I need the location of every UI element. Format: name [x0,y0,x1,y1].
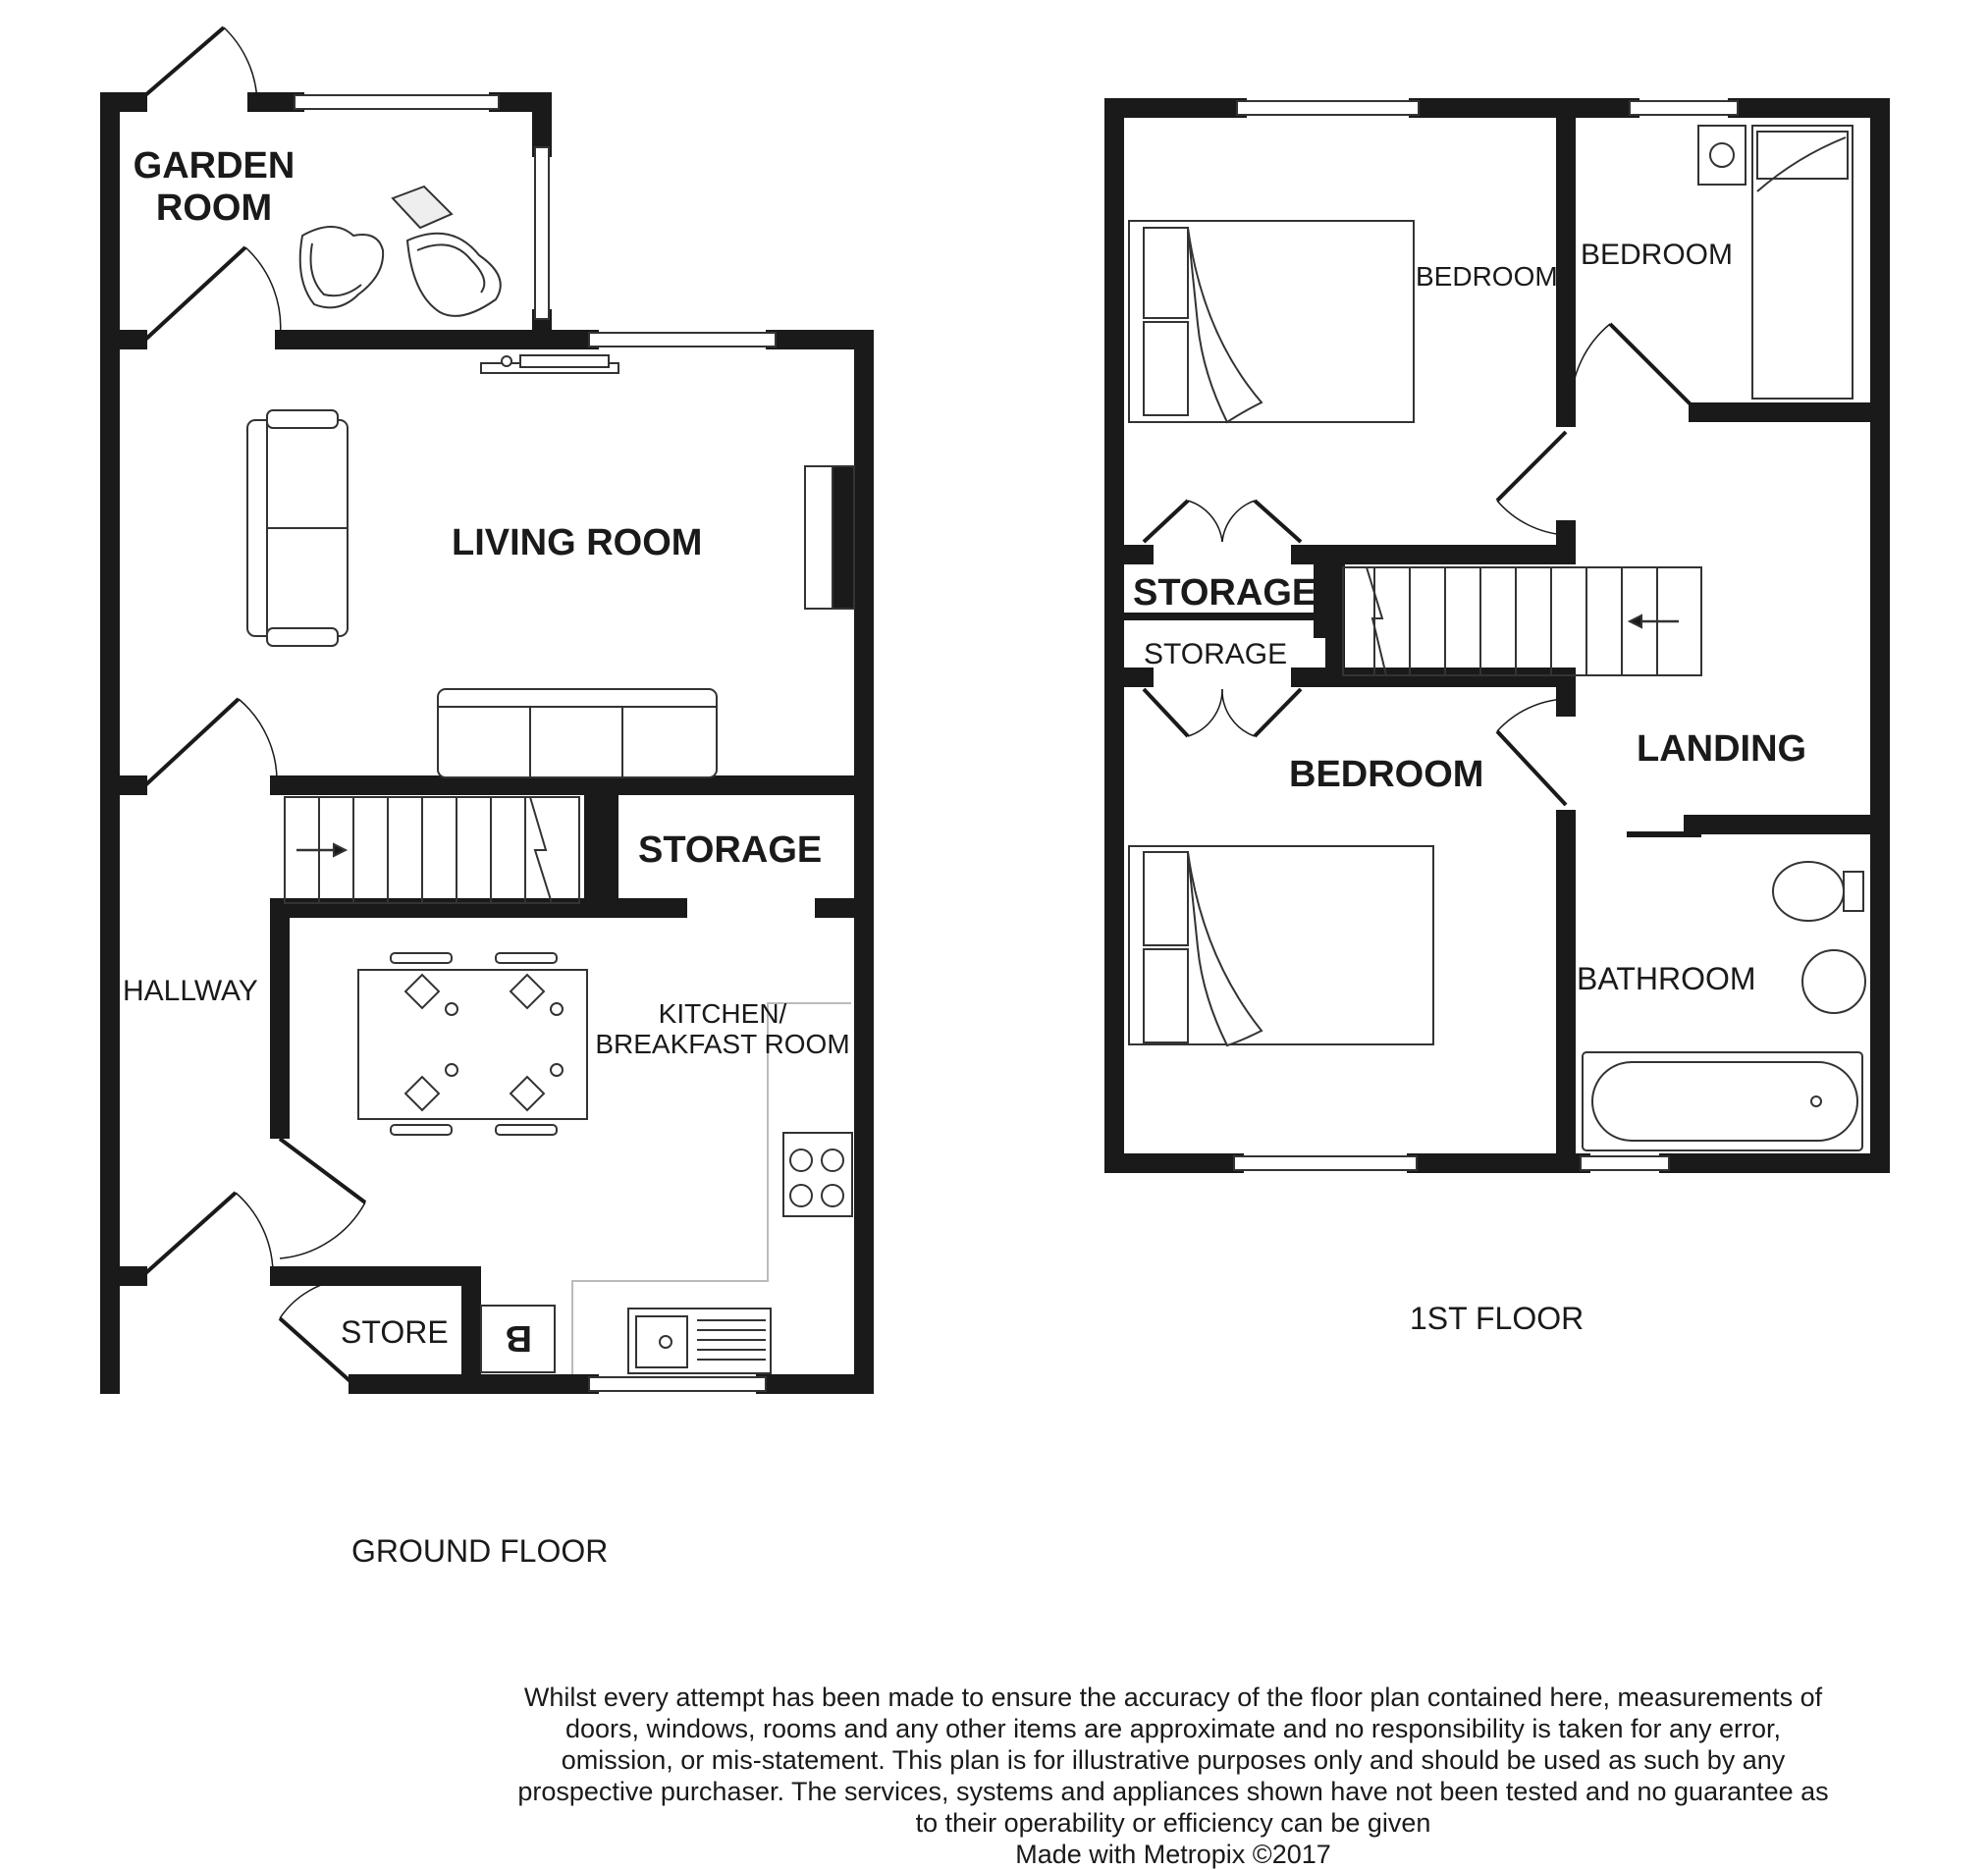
landing-label: LANDING [1637,728,1807,770]
first-floor-stairs [1343,567,1701,675]
store-label: STORE [341,1314,449,1350]
bedroom-rear-label: BEDROOM [1289,754,1484,795]
garden-room-label-line1: GARDEN [133,145,296,187]
bathroom-label: BATHROOM [1577,961,1756,996]
storage-upper-label: STORAGE [1133,572,1317,614]
garden-room-chairs [300,187,501,316]
hallway-doors [142,699,365,1384]
ground-floor-title: GROUND FLOOR [351,1533,609,1569]
storage-label: STORAGE [638,829,823,871]
garden-room-label [126,145,302,229]
living-room-label: LIVING ROOM [452,522,703,563]
disclaimer [510,1682,1836,1870]
ground-floor-stairs [285,797,579,903]
kitchen-label-line2: BREAKFAST ROOM [595,1029,850,1060]
living-room-furniture [247,355,854,777]
kitchen-label [585,998,860,1060]
hallway-label: HALLWAY [123,975,258,1007]
kitchen-label-line1: KITCHEN/ [658,998,787,1029]
boiler-label: B [505,1317,532,1359]
bedroom-front-label: BEDROOM [1416,261,1558,292]
storage-lower-label: STORAGE [1144,638,1288,670]
disclaimer-text: Whilst every attempt has been made to ensure the accuracy of the floor plan contained here, measurements of doors, windows, rooms and any other items are approximate and no responsibility is taken for any error, omission, or mis-statement. This plan is for illustrative purposes only and should be used as such by any prospective purchaser. The services, systems and appliances shown have not been tested and no guarantee as to their operability or efficiency can be given [517,1683,1829,1838]
bedroom-small-label: BEDROOM [1581,239,1734,271]
disclaimer-credit: Made with Metropix ©2017 [1015,1840,1331,1869]
first-floor-title: 1ST FLOOR [1410,1301,1585,1336]
garden-room-label-line2: ROOM [155,187,273,229]
